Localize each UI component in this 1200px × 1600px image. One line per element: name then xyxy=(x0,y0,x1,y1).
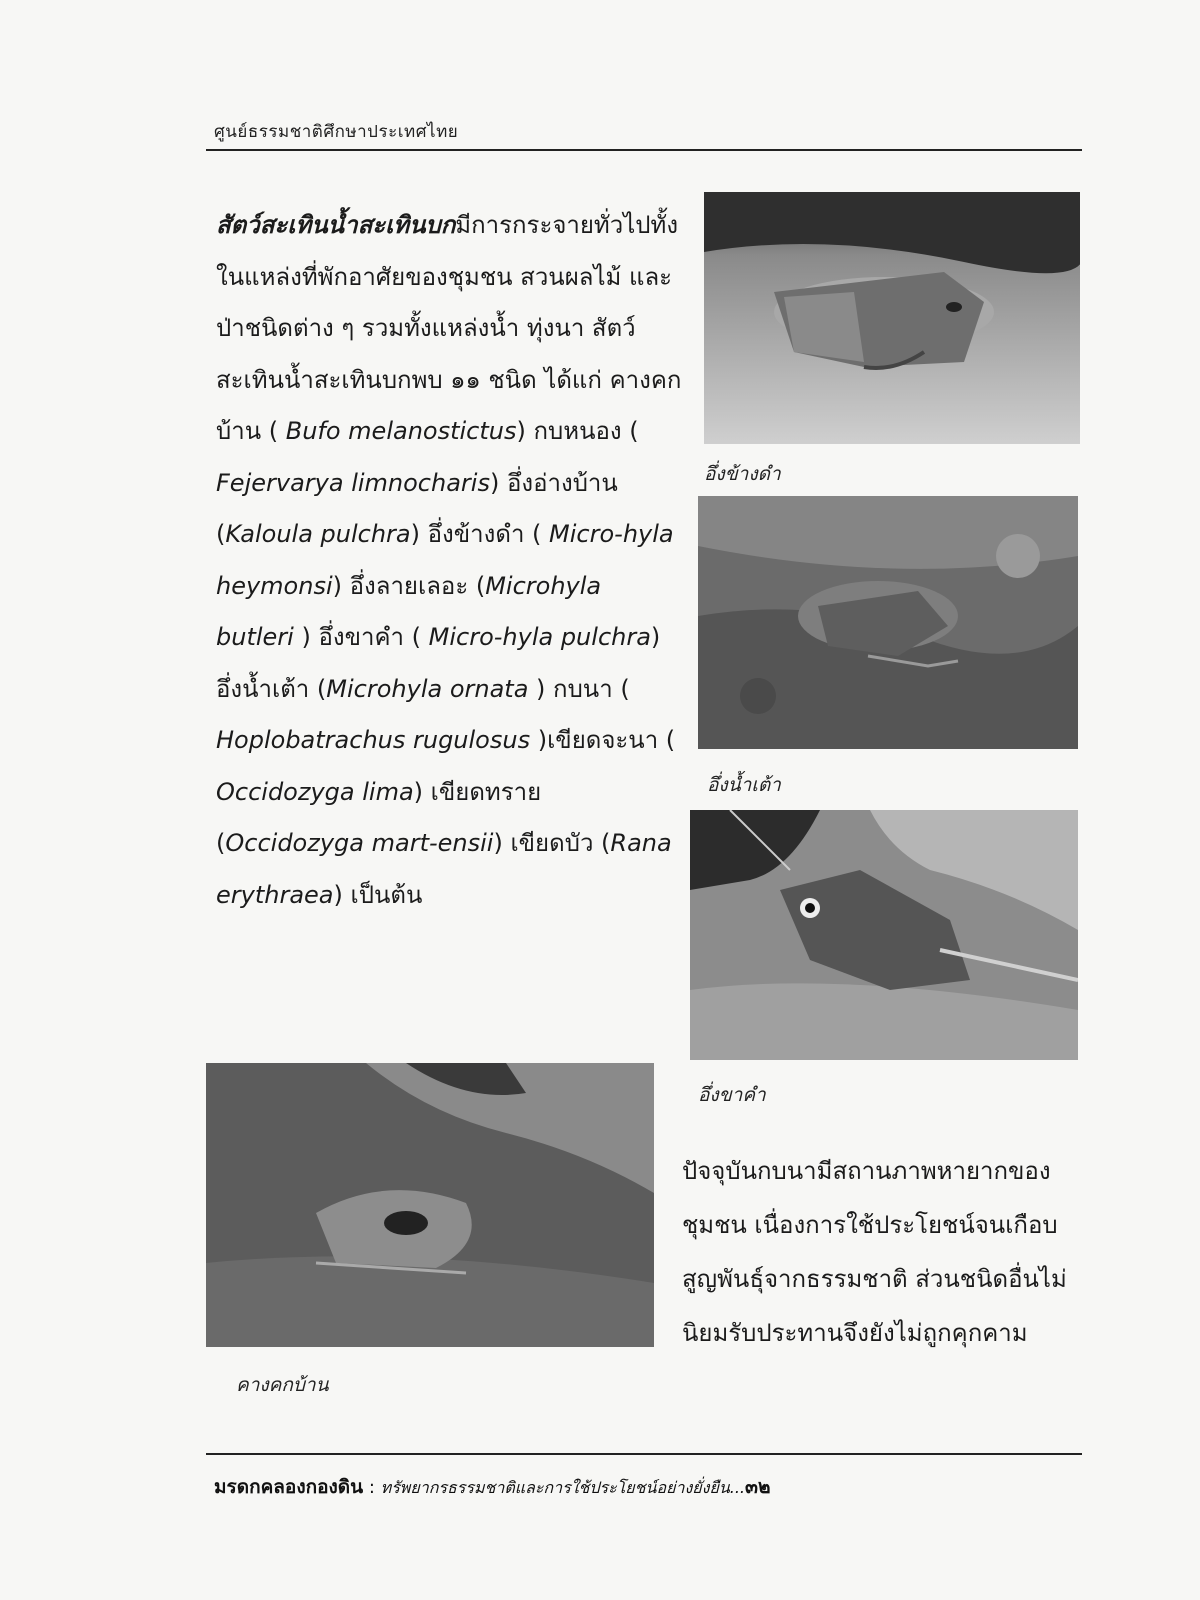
main-paragraph xyxy=(216,200,686,921)
text-run: ) เขียดทราย ( xyxy=(216,777,542,857)
footer-rule xyxy=(206,1453,1082,1455)
sci-name: Bufo melanostictus xyxy=(278,417,517,445)
status-text: ปัจจุบันกบนามีสถานภาพหายากของชุมชน เนื่องการใช้ประโยชน์จนเกือบสูญพันธุ์จากธรรมชาติ ส่วนชนิดอื่นไม่นิยมรับประทานจึงยังไม่ถูกคุกคาม xyxy=(682,1157,1067,1347)
text-run: ) อึ่งขาคำ ( xyxy=(301,623,429,651)
frog-photo-3 xyxy=(690,810,1078,1060)
frog-photo-4 xyxy=(206,1063,654,1347)
text-run: ) อึ่งอ่างบ้าน ( xyxy=(216,468,618,548)
page-number: ๓๒ xyxy=(745,1476,771,1498)
sci-name: Occidozyga lima xyxy=(216,777,414,806)
text-run: ) อึ่งลายเลอะ ( xyxy=(332,571,486,600)
text-run: ) เขียดบัว ( xyxy=(493,829,611,857)
text-run: ) อึ่งน้ำเต้า ( xyxy=(216,623,661,703)
frog-photo-2 xyxy=(698,496,1078,749)
text-run: ) กบหนอง ( xyxy=(516,417,639,445)
photo-3-caption: อึ่งขาคำ xyxy=(698,1084,766,1106)
text-run: ) อึ่งข้างดำ ( xyxy=(410,520,550,548)
frog-photo-1 xyxy=(704,192,1080,444)
sci-name: Microhyla ornata xyxy=(326,674,537,703)
photo-2-caption: อึ่งน้ำเต้า xyxy=(707,774,781,796)
footer-separator: : xyxy=(363,1477,381,1498)
lead-term: สัตว์สะเทินน้ำสะเทินบก xyxy=(216,211,456,239)
running-header: ศูนย์ธรรมชาติศึกษาประเทศไทย xyxy=(214,122,459,142)
sci-name: Fejervarya limnocharis xyxy=(216,468,490,497)
book-subtitle: ทรัพยากรธรรมชาติและการใช้ประโยชน์อย่างยั่งยืน... xyxy=(380,1478,746,1497)
status-paragraph xyxy=(682,1144,1082,1360)
frog-photo-2-image xyxy=(698,496,1078,749)
frog-photo-4-image xyxy=(206,1063,654,1347)
frog-photo-3-image xyxy=(690,810,1078,1060)
sci-name: Microhyla butleri xyxy=(216,571,602,651)
text-run: มีการกระจายทั่วไปทั้งในแหล่งที่พักอาศัยของชุมชน สวนผลไม้ และป่าชนิดต่าง ๆ รวมทั้งแหล่งน้ำ ทุ่งนา สัตว์สะเทินน้ำสะเทินบกพบ ๑๑ ชนิด ได้แก่ คางคกบ้าน ( xyxy=(216,211,682,445)
sci-name: Micro-hyla heymonsi xyxy=(216,520,674,600)
frog-photo-1-image xyxy=(704,192,1080,444)
text-run: ) กบนา ( xyxy=(536,674,630,703)
running-footer xyxy=(214,1472,771,1502)
text-run: )เขียดจะนา ( xyxy=(537,726,676,754)
book-title: มรดกคลองกองดิน xyxy=(214,1476,364,1498)
sci-name: Kaloula pulchra xyxy=(225,520,411,548)
sci-name: Hoplobatrachus rugulosus xyxy=(216,726,538,754)
sci-name: Occidozyga mart-ensii xyxy=(225,829,494,857)
sci-name: Rana erythraea xyxy=(216,829,672,909)
header-rule xyxy=(206,149,1082,151)
photo-4-caption: คางคกบ้าน xyxy=(236,1374,329,1396)
text-run: ) เป็นต้น xyxy=(333,880,423,909)
sci-name: Micro-hyla pulchra xyxy=(428,623,651,651)
photo-1-caption: อึ่งข้างดำ xyxy=(704,463,781,485)
